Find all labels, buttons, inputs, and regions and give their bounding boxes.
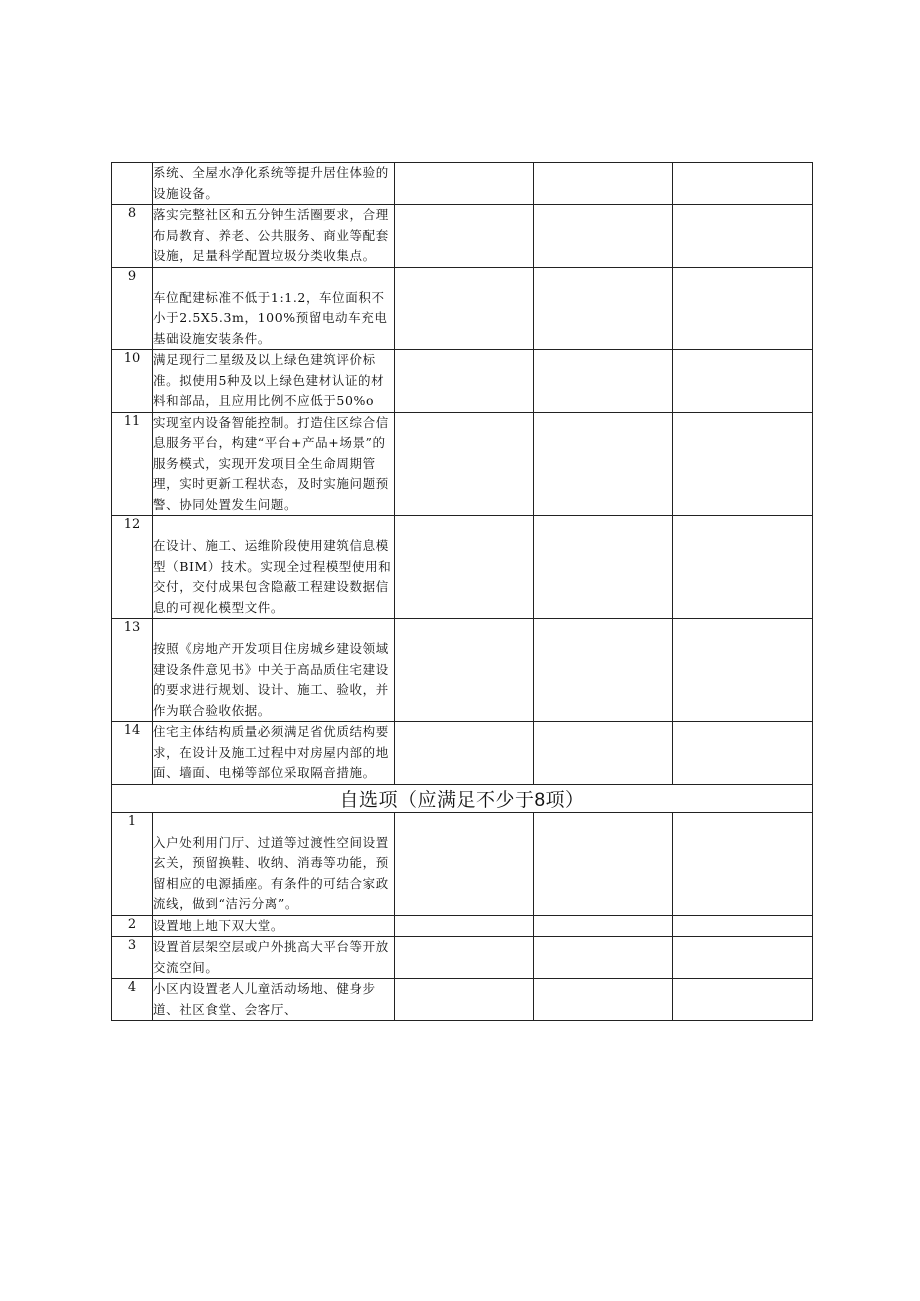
row-number: 10 [112, 350, 153, 413]
section-title: 自选项（应满足不少于8项） [112, 784, 813, 812]
table-row [112, 619, 813, 722]
blank-cell [395, 163, 534, 205]
blank-cell [534, 979, 673, 1021]
requirement-text: 落实完整社区和五分钟生活圈要求，合理布局教育、养老、公共服务、商业等配套设施，足量科学配置垃圾分类收集点。 [153, 205, 395, 268]
blank-cell [395, 979, 534, 1021]
blank-cell [395, 267, 534, 350]
table-row [112, 350, 813, 413]
blank-cell [534, 619, 673, 722]
requirement-text: 设置首层架空层或户外挑高大平台等开放交流空间。 [153, 937, 395, 979]
row-number: 3 [112, 937, 153, 979]
requirement-text: 实现室内设备智能控制。打造住区综合信息服务平台，构建“平台+产品+场景”的服务模式，实现开发项目全生命周期管理，实时更新工程状态，及时实施问题预警、协同处置发生问题。 [153, 412, 395, 516]
requirement-text: 设置地上地下双大堂。 [153, 915, 395, 937]
requirement-cell [153, 812, 395, 915]
row-number: 11 [112, 412, 153, 516]
table-row [112, 812, 813, 915]
row-number: 14 [112, 722, 153, 785]
row-number [112, 163, 153, 205]
requirement-text: 在设计、施工、运维阶段使用建筑信息模型（BIM）技术。实现全过程模型使用和交付，交付成果包含隐蔽工程建设数据信息的可视化模型文件。 [153, 538, 392, 615]
row-number: 4 [112, 979, 153, 1021]
blank-cell [395, 937, 534, 979]
blank-cell [395, 619, 534, 722]
requirement-cell [153, 267, 395, 350]
requirement-text: 入户处利用门厅、过道等过渡性空间设置玄关，预留换鞋、收纳、消毒等功能，预留相应的电源插座。有条件的可结合家政流线，做到“洁污分离”。 [153, 834, 389, 911]
blank-cell [534, 205, 673, 268]
table-row [112, 412, 813, 516]
blank-cell [673, 722, 813, 785]
blank-cell [395, 915, 534, 937]
table-row [112, 915, 813, 937]
requirement-text: 系统、全屋水净化系统等提升居住体验的设施设备。 [153, 163, 395, 205]
blank-cell [395, 722, 534, 785]
blank-cell [673, 979, 813, 1021]
row-number: 1 [112, 812, 153, 915]
table-row [112, 205, 813, 268]
requirement-text: 小区内设置老人儿童活动场地、健身步道、社区食堂、会客厅、 [153, 979, 395, 1021]
table-row [112, 722, 813, 785]
blank-cell [534, 350, 673, 413]
table-row [112, 267, 813, 350]
requirement-cell [153, 619, 395, 722]
blank-cell [673, 267, 813, 350]
blank-cell [534, 722, 673, 785]
requirement-text: 住宅主体结构质量必须满足省优质结构要求，在设计及施工过程中对房屋内部的地面、墙面、电梯等部位采取隔音措施。 [153, 722, 395, 785]
table-row [112, 516, 813, 619]
blank-cell [395, 205, 534, 268]
blank-cell [534, 516, 673, 619]
section-header-row [112, 784, 813, 812]
row-number: 13 [112, 619, 153, 722]
blank-cell [673, 812, 813, 915]
standards-table [111, 162, 813, 1021]
blank-cell [395, 350, 534, 413]
requirement-text: 车位配建标准不低于1:1.2，车位面积不小于2.5X5.3m，100%预留电动车充电基础设施安装条件。 [153, 289, 388, 346]
blank-cell [673, 350, 813, 413]
blank-cell [534, 812, 673, 915]
row-number: 9 [112, 267, 153, 350]
requirement-cell [153, 516, 395, 619]
blank-cell [395, 516, 534, 619]
requirement-text: 满足现行二星级及以上绿色建筑评价标准。拟使用5种及以上绿色建材认证的材料和部品，且应用比例不应低于50%o [153, 350, 395, 413]
blank-cell [673, 412, 813, 516]
blank-cell [673, 516, 813, 619]
row-number: 8 [112, 205, 153, 268]
table-row [112, 163, 813, 205]
blank-cell [673, 937, 813, 979]
blank-cell [534, 915, 673, 937]
blank-cell [395, 412, 534, 516]
requirement-text: 按照《房地产开发项目住房城乡建设领域建设条件意见书》中关于高品质住宅建设的要求进行规划、设计、施工、验收，并作为联合验收依据。 [153, 641, 389, 718]
blank-cell [673, 163, 813, 205]
blank-cell [534, 267, 673, 350]
blank-cell [673, 205, 813, 268]
blank-cell [673, 619, 813, 722]
row-number: 12 [112, 516, 153, 619]
blank-cell [534, 163, 673, 205]
blank-cell [395, 812, 534, 915]
blank-cell [534, 412, 673, 516]
row-number: 2 [112, 915, 153, 937]
blank-cell [534, 937, 673, 979]
blank-cell [673, 915, 813, 937]
table-row [112, 979, 813, 1021]
table-row [112, 937, 813, 979]
